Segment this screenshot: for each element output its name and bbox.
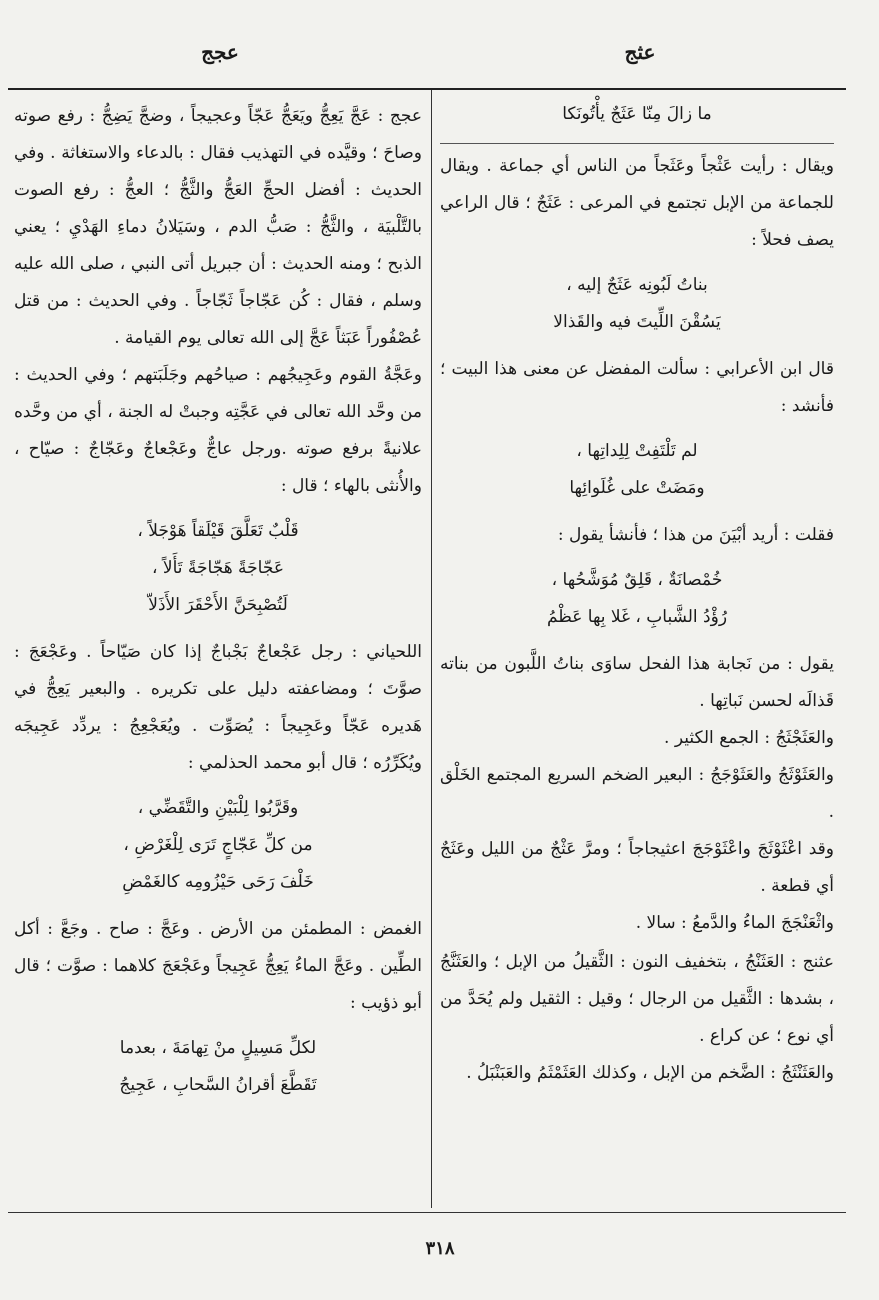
header-right-word: عثج [624,40,656,64]
verse-line: ومَضَتْ على غُلَوائِها [569,478,705,498]
paragraph: والعَثَنْثَجُ : الضَّخم من الإبل ، وكذلك العَثَمْثَمُ والعَبَنْبَلُ . [466,1063,834,1083]
verse-line: عَجّاجَةً هَجّاجَةً تَأَلاً ، [152,558,284,578]
verse-line: بناتُ لَبُونِه عَثَجٌ إليه ، [566,275,708,295]
verse-block [14,513,422,624]
left-column [14,96,422,1114]
entry-ajaj: عجج : عَجَّ يَعِجُّ ويَعَجُّ عَجّاً وعجيجاً ، وضجَّ يَضِجُّ : رفع صوته وصاحَ ؛ وقيَّده في التهذيب فقال : بالدعاء والاستغاثة . وفي الحديث : أفضل الحجِّ العَجُّ والثَّجُّ ؛ العجُّ : رفع الصوت بالتَّلْبيَة ، والثَّجُّ : صَبُّ الدم ، وسَيَلانُ دماءِ الهَدْيِ ؛ يعني الذبح ؛ ومنه الحديث : أن جبريل أتى النبي ، صلى الله عليه وسلم ، فقال : كُن عَجّاجاً ثَجّاجاً . وفي الحديث : من قتل عُصْفُوراً عَبَثاً عَجَّ إلى الله تعالى يوم القيامة . [14,106,422,348]
verse-line: لَتُصْبِحَنَّ الأَحْقَرَ الأَذَلاّ [148,595,288,615]
verse-block [14,1030,422,1104]
paragraph: والعَثَوْثَجُ والعَثَوْجَجُ : البعير الضخم السريع المجتمع الخَلْق . [440,765,834,822]
verse-line: خُمْصانَةٌ ، قَلِقٌ مُوَشَّحُها ، [551,570,723,590]
verse-line: لم تَلْتَفِتْ لِلِداتِها ، [576,441,698,461]
verse-line: خَلْفَ رَحَى حَيْزُومِه كالغَمْضِ [122,872,314,892]
verse-top [440,96,834,133]
verse-line: ما زالَ مِنّا عَثَجٌ يأْتُونَكا [562,104,712,124]
paragraph: واثْعَنْجَجَ الماءُ والدَّمعُ : سالا . [635,913,834,933]
verse-line: قَلْبٌ تَعَلَّقَ قَيْلَقاً هَوْجَلاً ، [137,521,299,541]
verse-line: وقَرَّبُوا لِلْبَيْنِ والتَّقَضِّي ، [137,798,299,818]
paragraph: فقلت : أريد أبْيَنَ من هذا ؛ فأنشأ يقول : [557,525,834,545]
verse-line: لكلِّ مَسِيلٍ منْ تِهامَةَ ، بعدما [119,1038,317,1058]
page-number: ٣١٨ [425,1238,455,1259]
verse-block [14,790,422,901]
verse-line: يَسُقْنَ اللِّيتَ فيه والقَذالا [553,312,721,332]
verse-line: رُؤْدُ الشَّبابِ ، غَلا بِها عَظْمُ [546,607,728,627]
verse-block [440,562,834,636]
paragraph: وقد اعْثَوْثَجَ واعْثَوْجَجَ اعثيجاجاً ؛ ومرَّ عَثْجٌ من الليل وعَثَجٌ أي قطعة . [440,839,834,896]
paragraph: قال ابن الأعرابي : سألت المفضل عن معنى هذا البيت ؛ فأنشد : [440,359,834,416]
verse-line: تَقَطَّعَ أقرانُ السَّحابِ ، عَجِيجُ [119,1075,317,1095]
verse-block [440,267,834,341]
paragraph: الغمض : المطمئن من الأرض . وعَجَّ : صاح . وجَعَّ : أكل الطِّين . وعَجَّ الماءُ يَعِجُّ عَجِيجاً وعَجْعَجَ كلاهما : صوَّت ؛ قال أبو ذؤيب : [14,919,422,1013]
paragraph: ويقال : رأيت عَثْجاً وعَثَجاً من الناس أي جماعة . ويقال للجماعة من الإبل تجتمع في المرعى : عَثَجٌ ؛ قال الراعي يصف فحلاً : [440,156,834,250]
paragraph: والعَثَجْثَجُ : الجمع الكثير . [664,728,834,748]
top-rule [8,88,846,90]
header-left-word: عجج [201,40,239,64]
verse-line: من كلِّ عَجّاجٍ تَرَى لِلْغَرْضِ ، [123,835,313,855]
entry-athnaj: عثنج : العَثَنْجُ ، بتخفيف النون : الثَّقيلُ من الإبل ؛ والعَثَنَّجُ ، بشدها : الثَّقيل من الرجال ؛ وقيل : الثقيل ولم يُحَدَّ من أي نوع ؛ عن كراع . [440,952,834,1046]
paragraph: اللحياني : رجل عَجْعاجٌ بَجْباجٌ إذا كان صَيّاحاً . وعَجْعَجَ : صوَّتَ ؛ ومضاعفته دليل على تكريره . والبعير يَعِجُّ في هَديره عَجّاً وعَجِيجاً : يُصَوِّت . ويُعَجْعِجُ : يردِّد عَجِيجَه ويُكَرِّرُه ؛ قال أبو محمد الحذلمي : [14,642,422,773]
right-column [440,96,834,1092]
column-divider [431,90,432,1208]
bottom-rule [8,1212,846,1213]
separator [440,143,834,144]
verse-block [440,433,834,507]
paragraph: وعَجَّةُ القوم وعَجِيجُهم : صياحُهم وجَلَبَتهم ؛ وفي الحديث : من وحَّد الله تعالى في عَجَّتِه وجبتْ له الجنة ، أي من وحَّده علانيةً برفع صوته .ورجل عاجٌّ وعَجْعاجٌ وعَجّاجٌ : صيّاح ، والأُنثى بالهاء ؛ قال : [14,365,422,496]
paragraph: يقول : من نَجابة هذا الفحل ساوَى بناتُ اللَّبون من بناته قَذالَه لحسن نَباتِها . [440,654,834,711]
